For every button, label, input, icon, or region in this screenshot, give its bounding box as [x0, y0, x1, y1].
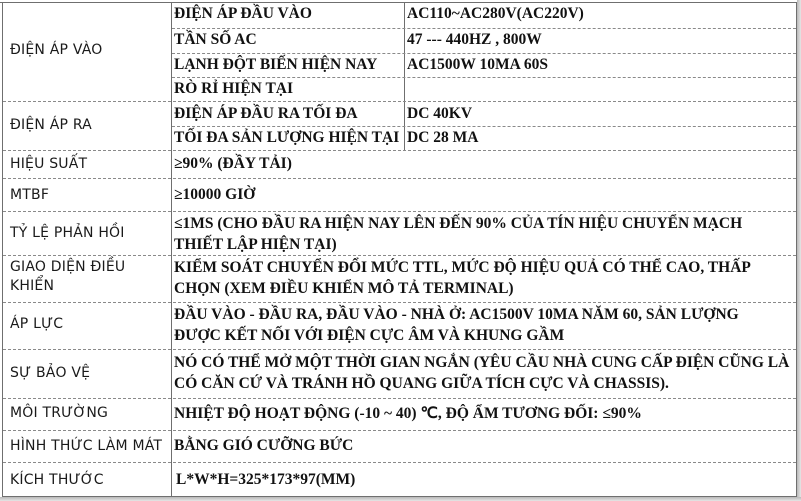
spec-value-ac-frequency: 47 --- 440HZ , 800W — [407, 31, 542, 48]
row-divider — [3, 150, 796, 151]
table-border-left — [2, 2, 3, 497]
table-shadow-bottom — [0, 497, 801, 501]
row-value-environment: NHIỆT ĐỘ HOẠT ĐỘNG (-10 ~ 40) ℃, ĐỘ ẨM TƯƠNG ĐỐI: ≤90% — [174, 405, 642, 422]
sub-row-divider — [172, 77, 796, 78]
row-value-dimensions: L*W*H=325*173*97(MM) — [176, 471, 356, 488]
sub-row-divider — [172, 28, 796, 29]
table-border-top — [0, 2, 797, 3]
row-value-response-rate: ≤1MS (CHO ĐẦU RA HIỆN NAY LÊN ĐẾN 90% CỦA TÍN HIỆU CHUYỂN MẠCH THIẾT LẬP HIỆN TẠI) — [174, 215, 743, 253]
spec-value-surge-current: AC1500W 10MA 60S — [407, 56, 548, 73]
spec-value-input-voltage: AC110~AC280V(AC220V) — [407, 5, 584, 22]
row-value-cooling: BẰNG GIÓ CƯỠNG BỨC — [174, 437, 354, 454]
row-divider — [3, 430, 796, 431]
column-divider-sub — [404, 2, 405, 150]
row-divider — [3, 211, 796, 212]
spec-name-input-voltage: ĐIỆN ÁP ĐẦU VÀO — [174, 5, 312, 22]
row-label-response-rate: TỶ LỆ PHẢN HỒI — [10, 225, 125, 241]
row-value-protection: NÓ CÓ THỂ MỞ MỘT THỜI GIAN NGẮN (YÊU CẦU NHÀ CUNG CẤP ĐIỆN CŨNG LÀ CÓ CĂN CỨ VÀ TRÁNH HỒ QUANG GIỮA TÍCH CỰC VÀ CHASSIS). — [174, 354, 790, 392]
row-label-pressure: ÁP LỰC — [10, 316, 64, 332]
row-label-mtbf: MTBF — [10, 187, 50, 203]
row-divider — [3, 255, 796, 256]
spec-name-max-output-current: TỐI ĐA SẢN LƯỢNG HIỆN TẠI — [174, 129, 400, 146]
row-label-dimensions: KÍCH THƯỚC — [10, 472, 104, 488]
row-value-pressure: ĐẦU VÀO - ĐẦU RA, ĐẦU VÀO - NHÀ Ở: AC1500V 10MA NĂM 60, SẢN LƯỢNG ĐƯỢC KẾT NỐI VỚI ĐIỆN CỰC ÂM VÀ KHUNG GẦM — [174, 306, 739, 344]
table-shadow-right — [797, 0, 801, 501]
row-divider — [3, 462, 796, 463]
row-divider — [3, 178, 796, 179]
row-label-control-interface: GIAO DIỆN ĐIỀU KHIỂN — [10, 259, 126, 294]
sub-row-divider — [172, 53, 796, 54]
row-divider — [3, 101, 796, 102]
row-label-output-voltage: ĐIỆN ÁP RA — [10, 117, 92, 133]
spec-name-surge-current: LẠNH ĐỘT BIẾN HIỆN NAY — [174, 56, 378, 73]
spec-name-ac-frequency: TẦN SỐ AC — [174, 31, 257, 48]
row-label-input-voltage: ĐIỆN ÁP VÀO — [10, 42, 103, 58]
row-label-efficiency: HIỆU SUẤT — [10, 156, 88, 172]
spec-value-max-output-current: DC 28 MA — [407, 129, 479, 146]
row-value-efficiency: ≥90% (ĐẦY TẢI) — [174, 155, 292, 172]
sub-row-divider — [172, 126, 796, 127]
row-value-mtbf: ≥10000 GIỜ — [174, 186, 256, 203]
row-label-protection: SỰ BẢO VỆ — [10, 365, 91, 381]
spec-name-leakage-current: RÒ RỈ HIỆN TẠI — [174, 80, 294, 97]
row-label-environment: MÔI TRƯỜNG — [10, 405, 109, 421]
spec-value-max-output-voltage: DC 40KV — [407, 105, 473, 122]
row-divider — [3, 398, 796, 399]
row-divider — [3, 349, 796, 350]
spec-name-max-output-voltage: ĐIỆN ÁP ĐẦU RA TỐI ĐA — [174, 105, 358, 122]
row-label-cooling: HÌNH THỨC LÀM MÁT — [10, 438, 163, 454]
row-divider — [3, 302, 796, 303]
row-value-control-interface: KIỂM SOÁT CHUYỂN ĐỔI MỨC TTL, MỨC ĐỘ HIỆU QUẢ CÓ THỂ CAO, THẤP CHỌN (XEM ĐIỀU KHIỂN MÔ TẢ TERMINAL) — [174, 259, 750, 297]
